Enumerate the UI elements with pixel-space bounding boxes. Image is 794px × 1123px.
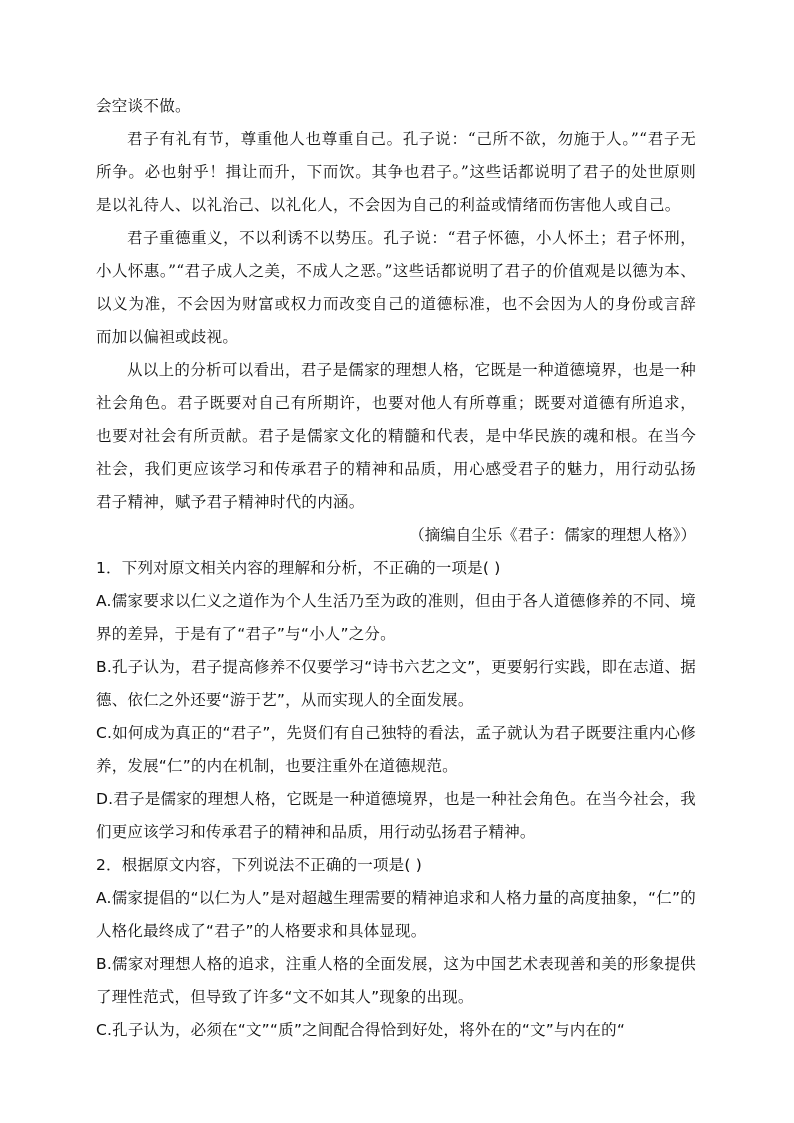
question-2-option-b: B.儒家对理想人格的追求，注重人格的全面发展，这为中国艺术表现善和美的形象提供了理性范式，但导致了许多“文不如其人”现象的出现。 (96, 955, 696, 1006)
question-1-option-b: B.孔子认为，君子提高修养不仅要学习“诗书六艺之文”，更要躬行实践，即在志道、据德、依仁之外还要“游于艺”，从而实现人的全面发展。 (96, 658, 696, 709)
document-page (96, 90, 696, 1047)
question-2-option-c: C.孔子认为，必须在“文”“质”之间配合得恰到好处，将外在的“文”与内在的“ (96, 1021, 626, 1039)
question-1-option-c: C.如何成为真正的“君子”，先贤们有自己独特的看法，孟子就认为君子既要注重内心修养，发展“仁”的内在机制，也要注重外在道德规范。 (96, 724, 696, 775)
passage-paragraph-0: 会空谈不做。 (96, 97, 191, 115)
question-2-option-a: A.儒家提倡的“以仁为人”是对超越生理需要的精神追求和人格力量的高度抽象，“仁”的人格化最终成了“君子”的人格要求和具体显现。 (96, 889, 696, 940)
question-1-option-d: D.君子是儒家的理想人格，它既是一种道德境界，也是一种社会角色。在当今社会，我们更应该学习和传承君子的精神和品质，用行动弘扬君子精神。 (96, 790, 696, 841)
question-1-stem: 1．下列对原文相关内容的理解和分析，不正确的一项是( ) (96, 559, 501, 577)
passage-paragraph-3: 从以上的分析可以看出，君子是儒家的理想人格，它既是一种道德境界，也是一种社会角色。君子既要对自己有所期许，也要对他人有所尊重；既要对道德有所追求，也要对社会有所贡献。君子是儒家文化的精髓和代表，是中华民族的魂和根。在当今社会，我们更应该学习和传承君子的精神和品质，用心感受君子的魅力，用行动弘扬君子精神，赋予君子精神时代的内涵。 (96, 361, 696, 511)
question-2-stem: 2．根据原文内容，下列说法不正确的一项是( ) (96, 856, 422, 874)
passage-paragraph-2: 君子重德重义，不以利诱不以势压。孔子说：“君子怀德，小人怀土；君子怀刑，小人怀惠。”“君子成人之美，不成人之恶。”这些话都说明了君子的价值观是以德为本、以义为准，不会因为财富或权力而改变自己的道德标准，也不会因为人的身份或言辞而加以偏袒或歧视。 (96, 229, 696, 346)
question-1-option-a: A.儒家要求以仁义之道作为个人生活乃至为政的准则，但由于各人道德修养的不同、境界的差异，于是有了“君子”与“小人”之分。 (96, 592, 696, 643)
passage-source: （摘编自尘乐《君子：儒家的理想人格》） (409, 526, 696, 544)
passage-paragraph-1: 君子有礼有节，尊重他人也尊重自己。孔子说：“己所不欲，勿施于人。”“君子无所争。必也射乎！揖让而升，下而饮。其争也君子。”这些话都说明了君子的处世原则是以礼待人、以礼治己、以礼化人，不会因为自己的利益或情绪而伤害他人或自己。 (96, 130, 696, 214)
